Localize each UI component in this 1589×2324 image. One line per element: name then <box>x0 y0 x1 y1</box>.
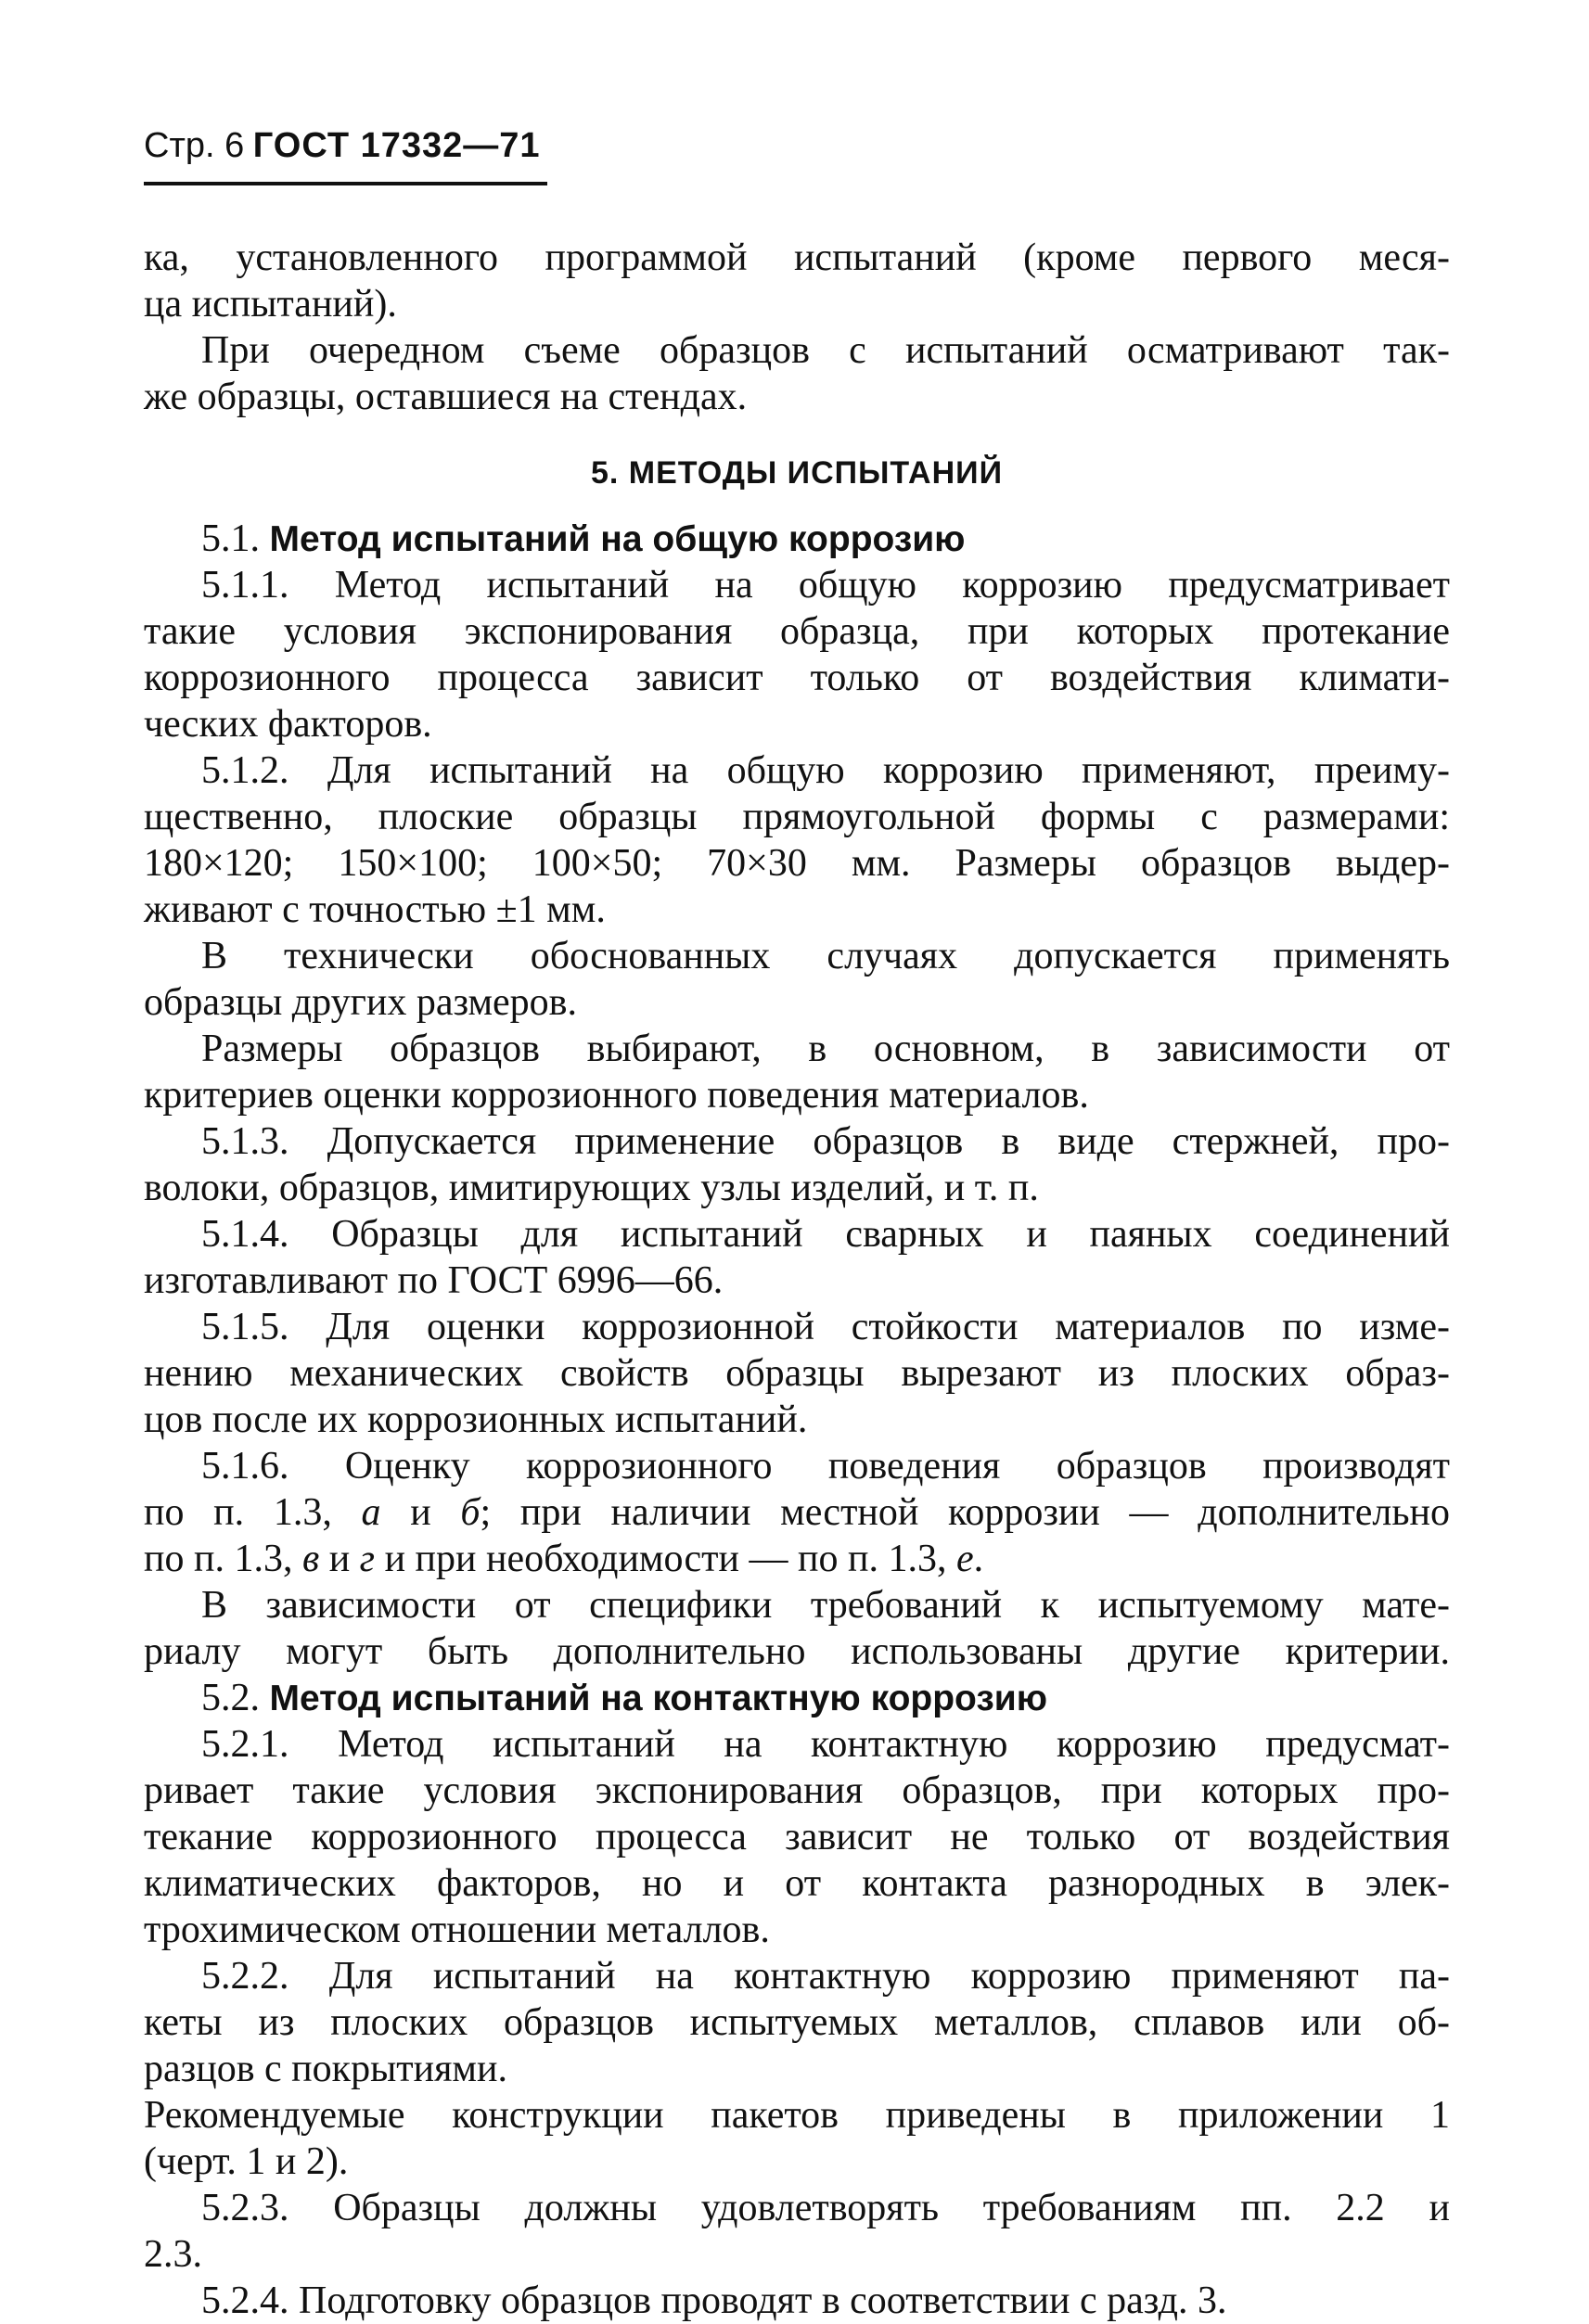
text-line: цов после их коррозионных испытаний. <box>144 1398 808 1441</box>
text-line: волоки, образцов, имитирующих узлы изделий, и т. п. <box>144 1167 1039 1209</box>
subsection-number: 5.2. <box>201 1677 260 1719</box>
text-line: риалу могут быть дополнительно использованы другие критерии. <box>144 1630 1450 1673</box>
text-line: разцов с покрытиями. <box>144 2048 507 2090</box>
text-line: 5.1.6. Оценку коррозионного поведения образцов производят <box>201 1445 1450 1488</box>
item-letter: г <box>359 1538 376 1580</box>
header-rule <box>144 182 547 185</box>
text-line: трохимическом отношении металлов. <box>144 1909 770 1951</box>
text-line: Размеры образцов выбирают, в основном, в зависимости от <box>201 1028 1450 1070</box>
text-line: При очередном съеме образцов с испытаний осматривают так- <box>201 329 1450 372</box>
text-line: 2.3. <box>144 2233 202 2276</box>
text-line: щественно, плоские образцы прямоугольной формы с размерами: <box>144 796 1450 838</box>
text-line: живают с точностью ±1 мм. <box>144 888 606 931</box>
text-line: изготавливают по ГОСТ 6996—66. <box>144 1259 724 1302</box>
subsection-title: Метод испытаний на контактную коррозию <box>269 1679 1048 1718</box>
spacer <box>144 420 1450 450</box>
text-line: же образцы, оставшиеся на стендах. <box>144 376 748 418</box>
text-line: В технически обоснованных случаях допускается применять <box>201 935 1450 977</box>
text-run: ; при наличии местной коррозии — дополнительно <box>480 1491 1451 1534</box>
text-line: 180×120; 150×100; 100×50; 70×30 мм. Размеры образцов выдер- <box>144 842 1450 885</box>
text-run: и <box>328 1538 351 1580</box>
text-line: текание коррозионного процесса зависит не только от воздействия <box>144 1816 1450 1858</box>
text-line: ривает такие условия экспонирования образцов, при которых про- <box>144 1769 1450 1812</box>
text-line: климатических факторов, но и от контакта разнородных в элек- <box>144 1862 1450 1905</box>
text-line: 5.2.2. Для испытаний на контактную коррозию применяют па- <box>201 1955 1450 1998</box>
text-line <box>144 1489 1450 1536</box>
standard-designation: ГОСТ 17332—71 <box>252 126 541 165</box>
text-line: 5.2.4. Подготовку образцов проводят в соответствии с разд. 3. <box>201 2279 1227 2322</box>
item-letter: б <box>460 1491 481 1534</box>
subsection-number: 5.1. <box>201 517 260 560</box>
text-line: ца испытаний). <box>144 283 397 326</box>
text-run: по п. 1.3, <box>144 1538 293 1580</box>
document-body <box>144 235 1450 2324</box>
subsection-heading <box>144 1675 1450 1721</box>
text-line: критериев оценки коррозионного поведения материалов. <box>144 1074 1089 1117</box>
page-header <box>144 128 541 163</box>
page-number: Стр. 6 <box>144 126 245 165</box>
text-line: 5.2.3. Образцы должны удовлетворять требованиям пп. 2.2 и <box>201 2187 1450 2229</box>
text-line: коррозионного процесса зависит только от воздействия климати- <box>144 657 1450 699</box>
text-run: по п. 1.3, <box>144 1491 332 1534</box>
subsection-heading <box>144 516 1450 562</box>
text-line: 5.1.5. Для оценки коррозионной стойкости материалов по изме- <box>201 1306 1450 1348</box>
subsection-title: Метод испытаний на общую коррозию <box>269 519 966 559</box>
text-line: Рекомендуемые конструкции пакетов приведены в приложении 1 <box>144 2094 1450 2137</box>
text-line: 5.1.3. Допускается применение образцов в виде стержней, про- <box>201 1120 1450 1163</box>
item-letter: а <box>361 1491 381 1534</box>
spacer <box>144 496 1450 516</box>
text-line <box>144 1536 1450 1582</box>
text-line: 5.2.1. Метод испытаний на контактную коррозию предусмат- <box>201 1723 1450 1766</box>
text-line: 5.1.1. Метод испытаний на общую коррозию предусматривает <box>201 564 1450 607</box>
text-line: ческих факторов. <box>144 703 432 746</box>
text-run: и при необходимости — по п. 1.3, <box>384 1538 947 1580</box>
item-letter: в <box>301 1538 320 1580</box>
text-line: ка, установленного программой испытаний (кроме первого меся- <box>144 236 1450 279</box>
text-line: образцы других размеров. <box>144 981 578 1024</box>
text-run: . <box>973 1538 984 1580</box>
text-line: (черт. 1 и 2). <box>144 2140 349 2183</box>
item-letter: е <box>955 1538 974 1580</box>
text-line: 5.1.2. Для испытаний на общую коррозию применяют, преиму- <box>201 749 1450 792</box>
section-title: 5. МЕТОДЫ ИСПЫТАНИЙ <box>591 455 1003 491</box>
text-line: 5.1.4. Образцы для испытаний сварных и паяных соединений <box>201 1213 1450 1256</box>
text-line: В зависимости от специфики требований к испытуемому мате- <box>201 1584 1450 1627</box>
text-run: и <box>410 1491 431 1534</box>
text-line: нению механических свойств образцы вырезают из плоских образ- <box>144 1352 1450 1395</box>
text-line: такие условия экспонирования образца, при которых протекание <box>144 610 1450 653</box>
text-line: кеты из плоских образцов испытуемых металлов, сплавов или об- <box>144 2001 1450 2044</box>
